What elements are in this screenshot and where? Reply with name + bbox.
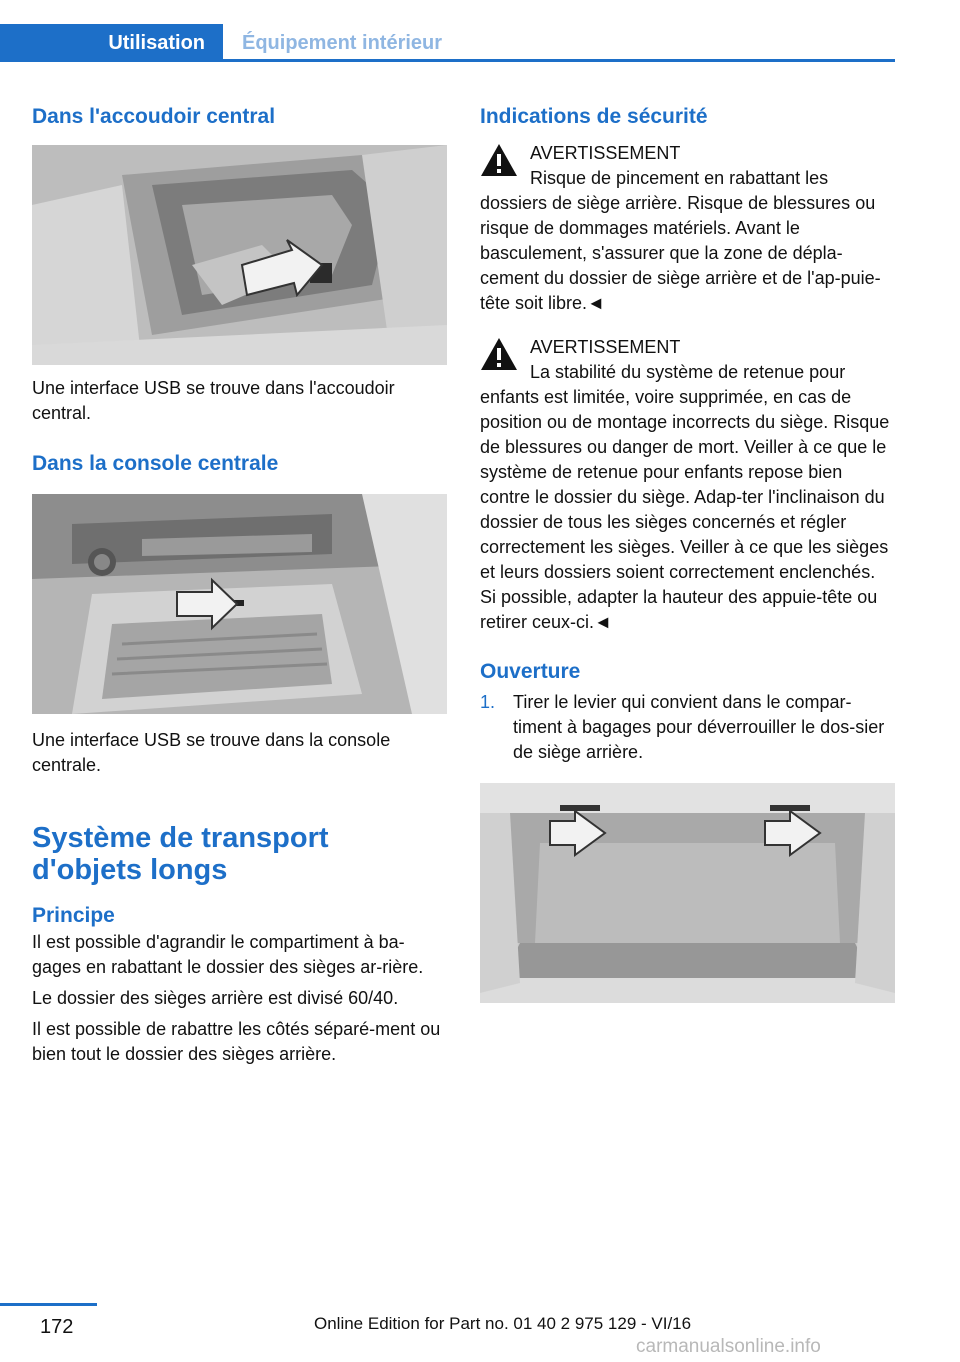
list-item-number: 1.	[480, 692, 496, 712]
warning-block-2	[480, 335, 895, 635]
warning-triangle-icon	[480, 143, 518, 177]
section-title-line1: Système de transport	[32, 822, 329, 854]
armrest-text: Une interface USB se trouve dans l'accoudoir central.	[32, 378, 395, 423]
safety-heading: Indications de sécurité	[480, 105, 708, 128]
armrest-heading: Dans l'accoudoir central	[32, 105, 276, 128]
trunk-photo	[480, 783, 895, 1003]
left-column	[32, 100, 447, 1067]
warning-triangle-icon	[480, 337, 518, 371]
header-rule	[223, 59, 895, 62]
watermark: carmanualsonline.info	[636, 1336, 821, 1357]
header-tabs	[0, 24, 895, 62]
tab-utilisation[interactable]: Utilisation	[0, 24, 223, 62]
warning-2-first-line: La stabilité du système de retenue pour	[530, 362, 846, 382]
warning-1-first-line: Risque de pincement en rabattant les	[530, 168, 829, 188]
page-number: 172	[40, 1316, 74, 1338]
list-item-text: Tirer le levier qui convient dans le compar-timent à bagages pour déverrouiller le dos-sier de siège arrière.	[513, 692, 885, 762]
console-photo	[32, 494, 447, 714]
armrest-photo	[32, 145, 447, 365]
console-heading: Dans la console centrale	[32, 452, 279, 475]
principle-paragraph-2: Le dossier des sièges arrière est divisé 60/40.	[32, 988, 399, 1008]
right-column	[480, 100, 895, 1003]
tab-equipement-interieur[interactable]: Équipement intérieur	[242, 31, 443, 54]
section-title-line2: d'objets longs	[32, 854, 228, 886]
footer-rule	[0, 1303, 97, 1306]
principle-paragraph-1: Il est possible d'agrandir le compartiment à ba-gages en rabattant le dossier des sièges ar-rière.	[32, 932, 424, 977]
warning-block-1	[480, 141, 895, 316]
warning-2-title: AVERTISSEMENT	[530, 337, 681, 357]
warning-2-text: enfants est limitée, voire supprimée, en cas de position ou de montage incorrects du siège. Risque de blessures ou danger de mort. Veiller à ce que le système de retenue pour enfants repose bien contre le dossier du siège. Adap-ter l'inclinaison du dossier de tous les sièges concernés et régler correctement les sièges. Veiller à ce que les sièges et leurs dossiers soient correctement enclenchés. Si possible, adapter la hauteur des appuie-tête ou retirer ceux-ci.◄	[480, 387, 890, 632]
warning-1-title: AVERTISSEMENT	[530, 143, 681, 163]
principle-paragraph-3: Il est possible de rabattre les côtés séparé-ment ou bien tout le dossier des sièges arrière.	[32, 1019, 441, 1064]
list-item	[480, 690, 895, 765]
principle-heading: Principe	[32, 904, 115, 927]
warning-1-text: dossiers de siège arrière. Risque de blessures ou risque de dommages matériels. Avant le basculement, s'assurer que la zone de dépla-cement du dossier de siège arrière et de l'ap-puie-tête soit libre.◄	[480, 193, 881, 313]
console-text: Une interface USB se trouve dans la console centrale.	[32, 730, 391, 775]
opening-heading: Ouverture	[480, 660, 581, 683]
edition-text: Online Edition for Part no. 01 40 2 975 129 - VI/16	[314, 1314, 692, 1333]
